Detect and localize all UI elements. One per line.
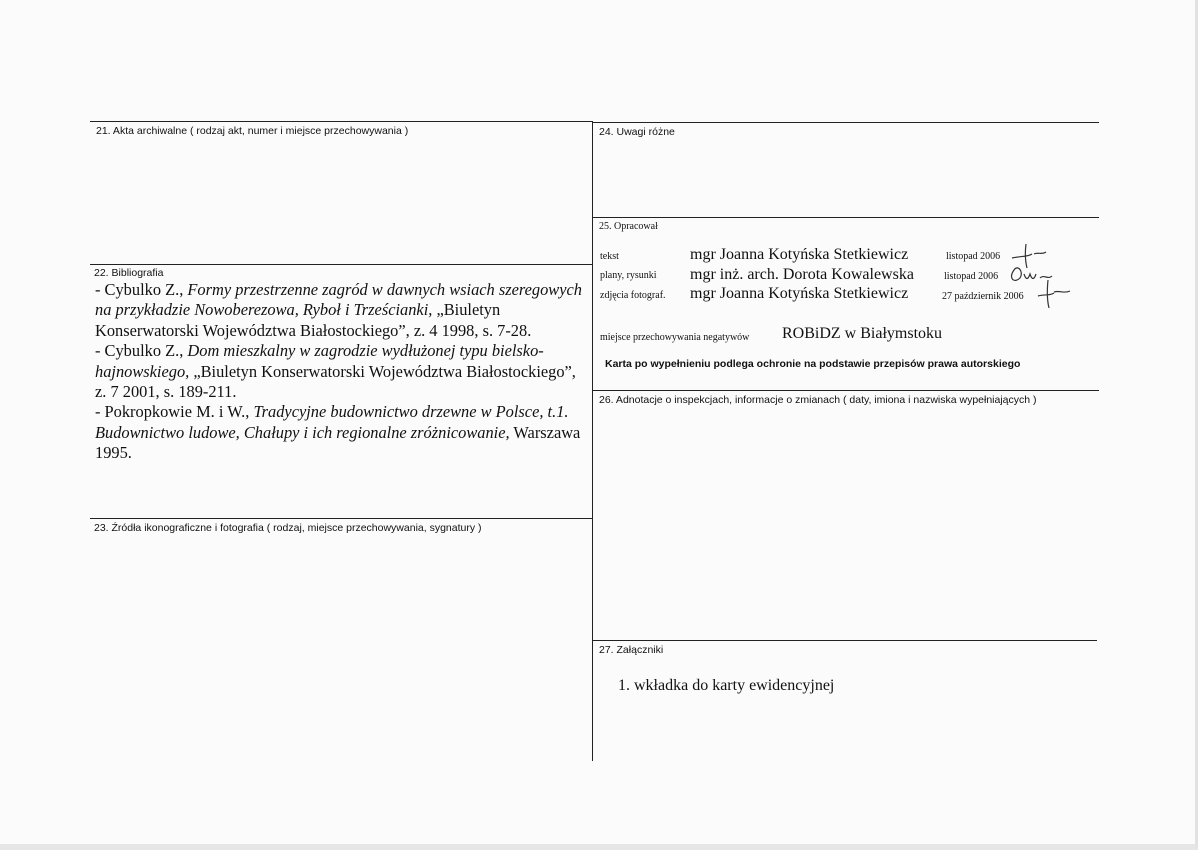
- section-22-title: 22. Bibliografia: [94, 267, 164, 279]
- entry-source: „Biuletyn Konserwatorski Województwa Białostockiego”, z. 7 2001, s. 189-211.: [95, 361, 576, 402]
- section-25-title: 25. Opracował: [599, 221, 658, 232]
- author-name-photos: mgr Joanna Kotyńska Stetkiewicz: [690, 285, 909, 302]
- author-name-text: mgr Joanna Kotyńska Stetkiewicz: [690, 246, 909, 263]
- rule-top-left: [90, 121, 593, 122]
- bibliography-entry: [95, 280, 585, 341]
- bibliography-list: [95, 280, 585, 464]
- entry-author: - Cybulko Z.,: [95, 341, 188, 361]
- entry-source: Warszawa 1995.: [95, 422, 581, 463]
- entry-title: Formy przestrzenne zagród w dawnych wsiach szeregowych na przykładzie Nowoberezowa, Ryboł i Trześcianki,: [95, 280, 582, 320]
- entry-source: „Biuletyn Konserwatorski Województwa Białostockiego”, z. 4 1998, s. 7-28.: [95, 300, 532, 340]
- attachment-item: 1. wkładka do karty ewidencyjnej: [618, 677, 835, 694]
- negatives-location-value: ROBiDZ w Białymstoku: [782, 325, 943, 342]
- section-24-title: 24. Uwagi różne: [599, 126, 675, 138]
- negatives-location-label: miejsce przechowywania negatywów: [600, 332, 750, 343]
- rule-25: [593, 217, 1099, 218]
- rule-top-right: [593, 122, 1099, 123]
- author-date-plans: listopad 2006: [944, 271, 999, 282]
- rule-26: [593, 390, 1099, 391]
- author-name-plans: mgr inż. arch. Dorota Kowalewska: [690, 266, 914, 283]
- author-role-text: tekst: [600, 251, 619, 262]
- entry-author: - Cybulko Z.,: [95, 280, 188, 299]
- signature-mark-3: [1036, 276, 1076, 312]
- entry-author: - Pokropkowie M. i W.,: [95, 402, 254, 422]
- rule-22: [90, 264, 593, 265]
- section-27-title: 27. Załączniki: [599, 644, 664, 656]
- copyright-notice: Karta po wypełnieniu podlega ochronie na podstawie przepisów prawa autorskiego: [605, 358, 1021, 370]
- entry-title: Dom mieszkalny w zagrodzie wydłużonej typu bielsko-hajnowskiego,: [95, 341, 544, 381]
- section-21-title: 21. Akta archiwalne ( rodzaj akt, numer i miejsce przechowywania ): [96, 125, 409, 137]
- bibliography-entry: [95, 341, 585, 402]
- author-date-text: listopad 2006: [946, 251, 1001, 262]
- section-26-title: 26. Adnotacje o inspekcjach, informacje o zmianach ( daty, imiona i nazwiska wypełniających ): [599, 394, 1037, 406]
- author-role-photos: zdjęcia fotograf.: [600, 290, 666, 301]
- entry-title: Tradycyjne budownictwo drzewne w Polsce, t.1. Budownictwo ludowe, Chałupy i ich regionalne zróżnicowanie,: [95, 402, 569, 442]
- author-date-photos: 27 październik 2006: [942, 291, 1024, 302]
- bibliography-entry: [95, 402, 585, 463]
- author-role-plans: plany, rysunki: [600, 270, 657, 281]
- section-23-title: 23. Źródła ikonograficzne i fotografia ( rodzaj, miejsce przechowywania, sygnatury ): [94, 522, 482, 534]
- rule-27: [593, 640, 1097, 641]
- rule-23: [90, 518, 593, 519]
